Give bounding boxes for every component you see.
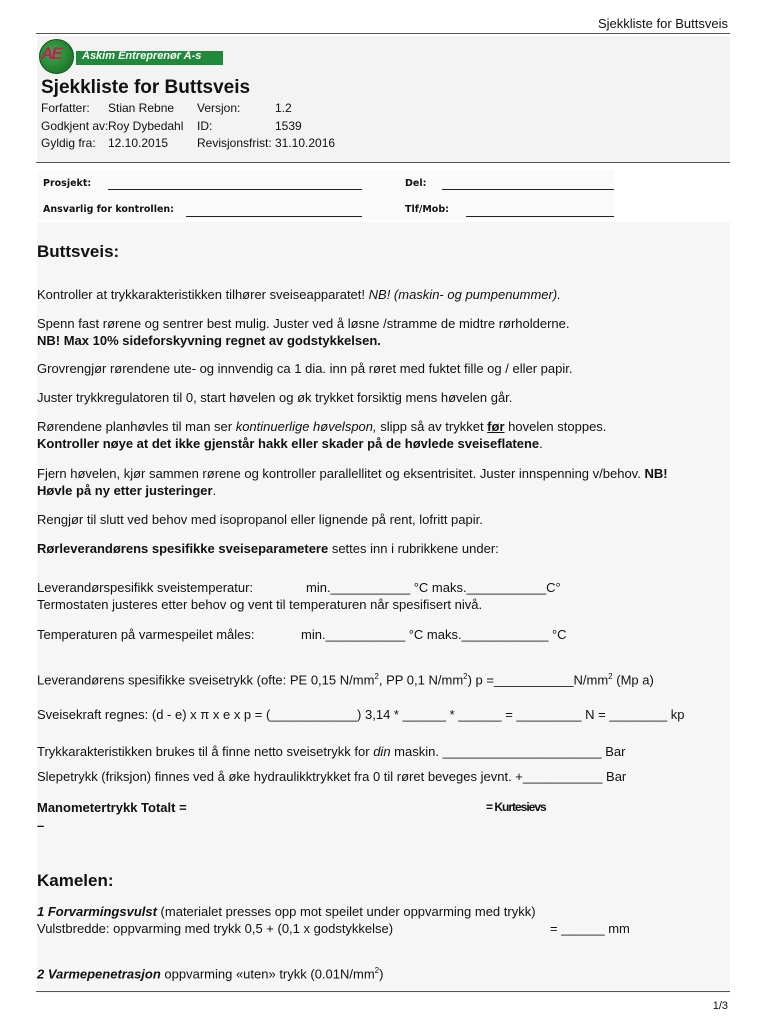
running-header-title: Sjekkliste for Buttsveis [597,16,728,31]
approved-label: Godkjent av: [41,119,109,133]
company-logo [38,38,223,74]
thermostat-note: Termostaten justeres etter behov og vent til temperaturen når spesifisert nivå. [37,597,483,612]
author-label: Forfatter: [41,101,90,115]
id-label: ID: [197,119,213,133]
step-clamp-pipes: Spenn fast rørene og sentrer best mulig. Juster ved å løsne /stramme de midtre rørholderne. NB! Max 10% sideforskyvning regnet av godstykkelsen. [37,316,570,348]
phone-field[interactable] [466,216,614,217]
logo-mark: AE [41,44,61,63]
valid-from-value: 12.10.2015 [108,136,169,150]
step-plane-ends: Rørendene planhøvles til man ser kontinuerlige høvelspon, slipp så av trykket før hovelen stoppes. Kontroller nøye at det ikke gjenstår hakk eller skader på de høvlede sveiseflatene. [37,419,607,451]
weld-force-formula[interactable]: Sveisekraft regnes: (d - e) x π x e x p = (____________) 3,14 * ______ * ______ = _________ N = ________ kp [37,707,685,722]
kamelen-heading: Kamelen: [37,871,114,890]
approved-value: Roy Dybedahl [108,119,184,133]
supplier-pressure-line[interactable]: Leverandørens spesifikke sveisetrykk (ofte: PE 0,15 $N/mm^2$, PP 0,1 $N/mm^2$) $p =\_\_\_\_\_\_\_\_\_\_\_N/mm^2$ (Mp a) [37,672,654,688]
buttsveis-heading: Buttsveis: [37,242,120,261]
step-check-characteristic: Kontroller at trykkarakteristikken tilhører sveiseapparatet! NB! (maskin- og pumpenummer). [37,287,561,302]
gauge-total-label: Manometertrykk Totalt = [37,800,187,815]
mirror-temp-label: Temperaturen på varmespeilet måles: [37,627,255,642]
supplier-temp-label: Leverandørspesifikk sveistemperatur: [37,580,254,595]
step-final-clean: Rengjør til slutt ved behov med isopropanol eller lignende på rent, lofritt papir. [37,512,483,527]
id-value: 1539 [275,119,302,133]
bead-width-label: Vulstbredde: oppvarming med trykk 0,5 + (0,1 x godstykkelse) [37,921,394,936]
meta-rule [36,162,730,163]
footer-rule [36,991,730,992]
heat-penetration-title: 2 Varmepenetrasjon oppvarming «uten» trykk $(0.01N/mm^2)$ [37,966,384,982]
logo-company-name: Askim Entreprenør A-s [82,50,202,62]
page-number: 1/3 [712,1000,728,1012]
step-remove-planer: Fjern høvelen, kjør sammen rørene og kontroller parallellitet og eksentrisitet. Juster innspenning v/behov. NB! Høvle på ny etter justeringer. [37,466,668,498]
bead-width-field[interactable]: = ______ mm [550,921,630,936]
preheat-bead-title: 1 Forvarmingsvulst (materialet presses opp mot speilet under oppvarming med trykk) [37,904,536,919]
version-value: 1.2 [275,101,292,115]
supplier-temp-field[interactable]: min.___________ °C maks.___________C° [306,580,561,595]
project-label: Prosjekt: [43,178,92,189]
responsible-label: Ansvarlig for kontrollen: [43,204,174,215]
document-title: Sjekkliste for Buttsveis [41,77,251,98]
project-field[interactable] [108,189,362,190]
drag-pressure-line[interactable]: Slepetrykk (friksjon) finnes ved å øke hydraulikktrykket fra 0 til røret beveges jevnt. +___________ Bar [37,769,627,784]
gauge-total-value: = Kurtesievs [486,800,546,814]
author-value: Stian Rebne [108,101,175,115]
gauge-total-dash: – [37,818,45,833]
step-adjust-pressure: Juster trykkregulatoren til 0, start høvelen og øk trykket forsiktig mens høvelen går. [37,390,513,405]
part-label: Del: [405,178,427,189]
part-field[interactable] [442,189,614,190]
revision-value: 31.10.2016 [275,136,336,150]
responsible-field[interactable] [186,216,362,217]
version-label: Versjon: [197,101,241,115]
net-pressure-line[interactable]: Trykkarakteristikken brukes til å finne netto sveisetrykk for din maskin. ______________________ Bar [37,744,626,759]
phone-label: Tlf/Mob: [405,204,449,215]
revision-label: Revisjonsfrist: [197,136,272,150]
step-clean-ends: Grovrengjør rørendene ute- og innvendig ca 1 dia. inn på røret med fuktet fille og / eller papir. [37,361,573,376]
valid-from-label: Gyldig fra: [41,136,96,150]
mirror-temp-field[interactable]: min.___________ °C maks.____________ °C [301,627,567,642]
supplier-params-intro: Rørleverandørens spesifikke sveiseparametere settes inn i rubrikkene under: [37,541,499,556]
header-rule [36,33,730,34]
